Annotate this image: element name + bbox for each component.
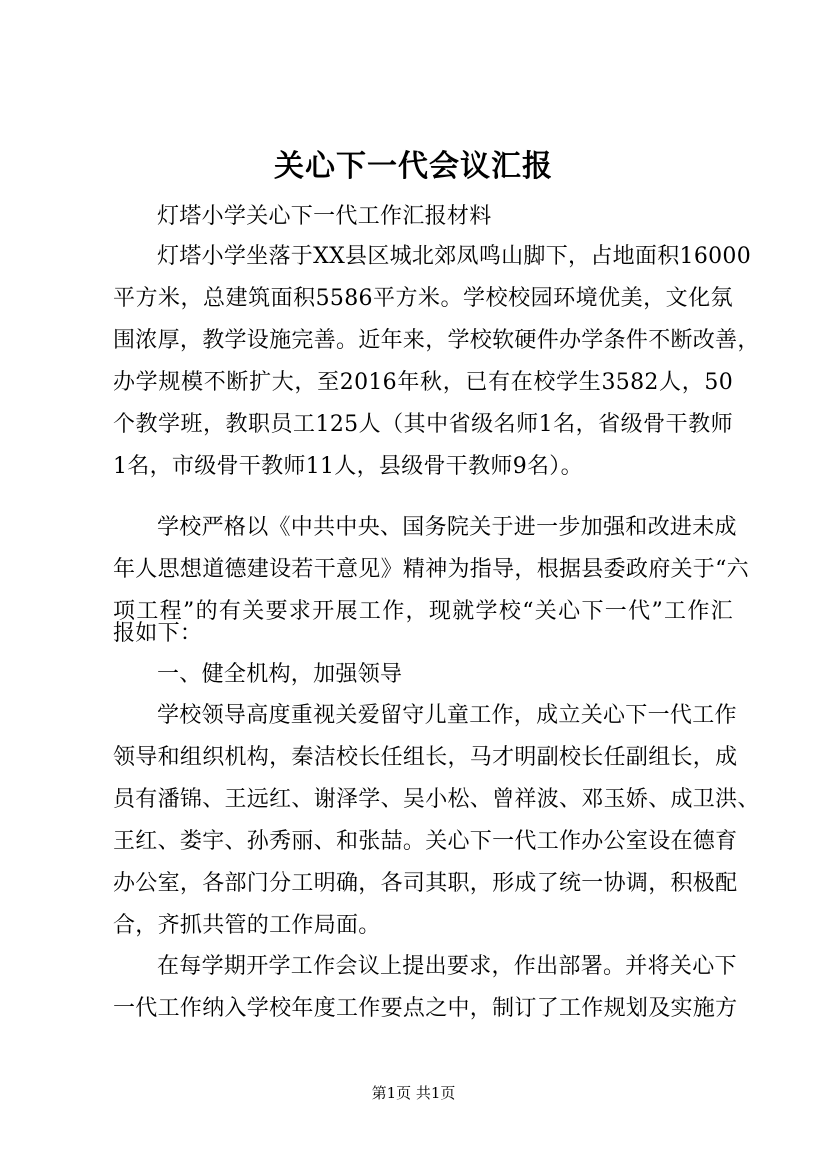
body-line: 1名，市级骨干教师11人，县级骨干教师9名）。: [113, 454, 583, 479]
body-line: 领导和组织机构，秦洁校长任组长，马才明副校长任副组长，成: [113, 745, 738, 770]
body-line: 王红、娄宇、孙秀丽、和张喆。关心下一代工作办公室设在德育: [113, 829, 738, 854]
body-line: 办学规模不断扩大，至2016年秋，已有在校学生3582人，50: [113, 370, 733, 395]
body-line: 灯塔小学坐落于XX县区城北郊凤鸣山脚下，占地面积16000: [157, 244, 752, 269]
body-line: 办公室，各部门分工明确，各司其职，形成了统一协调，积极配: [113, 871, 738, 896]
body-line: 围浓厚，教学设施完善。近年来，学校软硬件办学条件不断改善，: [113, 328, 760, 353]
body-line: 一代工作纳入学校年度工作要点之中，制订了工作规划及实施方: [113, 996, 738, 1021]
body-line: 项工程”的有关要求开展工作，现就学校“关心下一代”工作汇: [113, 599, 733, 624]
body-line: 个教学班，教职员工125人（其中省级名师1名，省级骨干教师: [113, 412, 733, 437]
body-line: 员有潘锦、王远红、谢泽学、吴小松、曾祥波、邓玉娇、成卫洪、: [113, 787, 760, 812]
body-line: 平方米，总建筑面积5586平方米。学校校园环境优美，文化氛: [113, 286, 733, 311]
body-line: 在每学期开学工作会议上提出要求，作出部署。并将关心下: [157, 954, 737, 979]
body-line: 学校领导高度重视关爱留守儿童工作，成立关心下一代工作: [157, 703, 737, 728]
section-heading: 一、健全机构，加强领导: [157, 662, 403, 687]
body-line: 年人思想道德建设若干意见》精神为指导，根据县委政府关于“六: [113, 557, 749, 582]
document-title: 关心下一代会议汇报: [274, 149, 553, 184]
page-footer: 第1页 共1页: [371, 1084, 456, 1102]
body-line: 报如下：: [113, 621, 203, 646]
subtitle-line: 灯塔小学关心下一代工作汇报材料: [157, 204, 492, 229]
body-line: 学校严格以《中共中央、国务院关于进一步加强和改进未成: [157, 515, 737, 540]
body-line: 合，齐抓共管的工作局面。: [113, 913, 381, 938]
